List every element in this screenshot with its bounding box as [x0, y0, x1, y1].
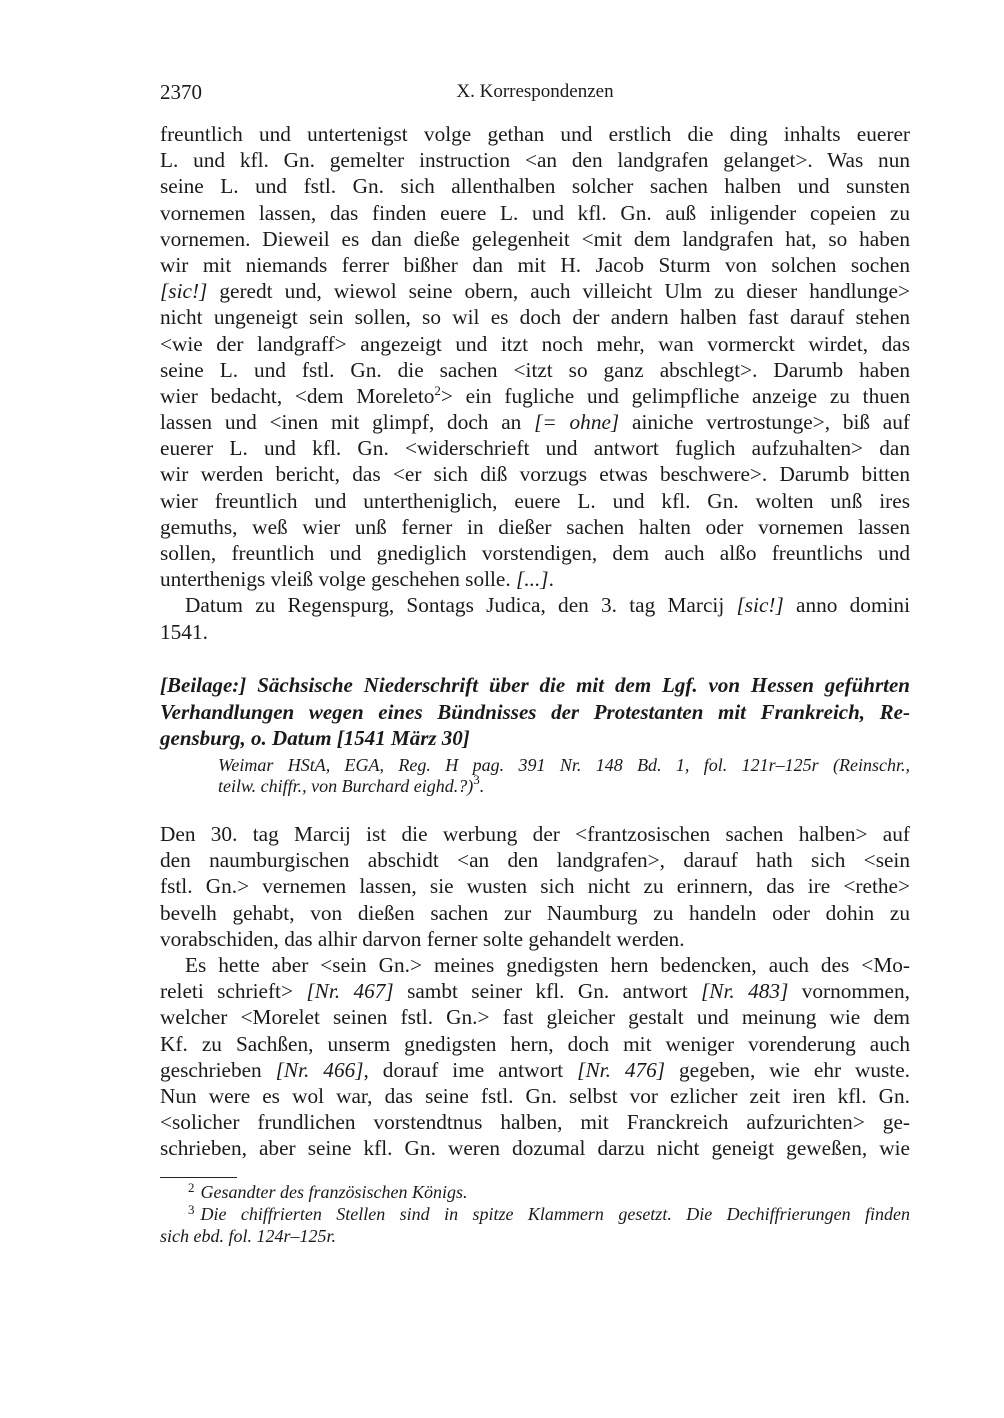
text-line: wir werden bericht, das <er sich diß vorzugs etwas beschwere>. Darumb bitten	[160, 462, 910, 487]
text-line: <wie der landgraff> angezeigt und itzt noch mehr, wan vormerckt wirdet, das	[160, 331, 910, 356]
text-line: seine L. und fstl. Gn. die sachen <itzt so ganz abschlegt>. Darumb haben	[160, 357, 910, 382]
text-line: Es hette aber <sein Gn.> meines gnedigsten hern bedencken, auch des <Mo-	[185, 953, 910, 977]
heading-line: gensburg, o. Datum [1541 März 30]	[160, 726, 470, 750]
footnote-ref-2[interactable]: 2	[434, 382, 441, 398]
source-line: teilw. chiffr., von Burchard eighd.?)$^3$.	[218, 772, 485, 796]
text-line: schrieben, aber seine kfl. Gn. weren dozumal darzu nicht geneigt geweßen, wie	[160, 1136, 910, 1161]
dating-line: Datum zu Regenspurg, Sontags Judica, den 3. tag Marcij [sic!] anno domini	[185, 593, 910, 618]
enclosure-paragraph-2	[160, 952, 910, 1162]
editorial-omission: [...]	[516, 567, 549, 592]
running-header	[160, 80, 910, 106]
cross-reference-nr-483[interactable]: [Nr. 483]	[701, 979, 789, 1004]
source-note	[218, 755, 910, 797]
footnotes	[160, 1181, 910, 1247]
text-line: wir mit niemands ferrer bißher dan mit H. Jacob Sturm von solchen sochen	[160, 252, 910, 277]
editorial-sic: [sic!]	[160, 279, 208, 304]
text-line: bevelh gehabt, von dießen sachen zur Naumburg zu handeln oder dohin zu	[160, 900, 910, 925]
text-line: geschrieben [Nr. 466], dorauf ime antwort [Nr. 476] gegeben, wie ehr wuste.	[160, 1057, 910, 1082]
text-line: gemuths, weß wier unß ferner in dießer sachen halten oder vornemen lassen	[160, 514, 910, 539]
cross-reference-nr-466[interactable]: [Nr. 466]	[275, 1057, 364, 1082]
footnote-divider	[160, 1177, 237, 1178]
footnote-number: 3	[188, 1202, 195, 1217]
text-line: den naumburgischen abschidt <an den landgrafen>, darauf hath sich <sein	[160, 848, 910, 873]
text-line: wier bedacht, <dem Moreleto$^2$> ein fugliche und gelimpfliche anzeige zu thuen	[160, 382, 910, 408]
text-line: wier freuntlich und untertheniglich, euere L. und kfl. Gn. wolten unß ires	[160, 488, 910, 513]
text-line: fstl. Gn.> vernemen lassen, sie wusten sich nicht zu erinnern, das ire <rethe>	[160, 874, 910, 899]
text-line: Nun were es wol war, das seine fstl. Gn. selbst vor ezlicher zeit iren kfl. Gn.	[160, 1083, 910, 1108]
editorial-gloss: [= ohne]	[534, 410, 620, 435]
text-line: [sic!] geredt und, wiewol seine obern, auch villeicht Ulm zu dieser handlunge>	[160, 279, 910, 304]
footnote-3-continuation: sich ebd. fol. 124r–125r.	[160, 1226, 337, 1246]
text-line: L. und kfl. Gn. gemelter instruction <an den landgrafen gelanget>. Was nun	[160, 148, 910, 173]
editorial-sic: [sic!]	[736, 593, 784, 618]
text-line: unterthenigs vleiß volge geschehen solle. [...].	[160, 567, 554, 592]
footnote-ref-3[interactable]: 3	[473, 772, 480, 787]
text-line: sollen, freuntlich und gnediglich vorstendigen, dem auch alßo freuntlichs und	[160, 541, 910, 565]
text-line: <solicher frundlichen vorstendtnus halben, mit Franckreich aufzurichten> ge-	[160, 1110, 910, 1135]
footnote-number: 2	[188, 1180, 195, 1195]
heading-line: Verhandlungen wegen eines Bündnisses der Protestanten mit Frankreich, Re-	[160, 699, 910, 724]
footnote-3: $^3$ Die chiffrierten Stellen sind in spitze Klammern gesetzt. Die Dechiffrierungen finden	[188, 1202, 910, 1224]
footnote-2: $^2$ Gesandter des französischen Königs.	[188, 1180, 468, 1202]
enclosure-paragraph-1	[160, 821, 910, 952]
heading-line: [Beilage:] Sächsische Niederschrift über die mit dem Lgf. von Hessen geführten	[160, 673, 910, 697]
text-line: welcher <Morelet seinen fstl. Gn.> fast gleicher gestalt und meinung wie dem	[160, 1005, 910, 1030]
text-line: euerer L. und kfl. Gn. <widerschrieft und antwort fuglich aufzuhalten> dan	[160, 436, 910, 461]
enclosure-heading	[160, 672, 910, 752]
cross-reference-nr-467[interactable]: [Nr. 467]	[306, 979, 394, 1004]
text-line: seine L. und fstl. Gn. sich allenthalben solcher sachen halben und sunsten	[160, 174, 910, 199]
source-line: Weimar HStA, EGA, Reg. H pag. 391 Nr. 148 Bd. 1, fol. 121r–125r (Reinschr.,	[218, 755, 910, 775]
text-line: freuntlich und untertenigst volge gethan und erstlich die ding inhalts euerer	[160, 122, 910, 146]
text-line: vornemen lassen, das finden euere L. und kfl. Gn. auß inligender copeien zu	[160, 200, 910, 225]
page-number: 2370	[160, 80, 202, 104]
text-line: Den 30. tag Marcij ist die werbung der <frantzosischen sachen halben> auf	[160, 822, 910, 846]
cross-reference-nr-476[interactable]: [Nr. 476]	[577, 1057, 666, 1082]
text-line: vornemen. Dieweil es dan dieße gelegenheit <mit dem landgrafen hat, so haben	[160, 226, 910, 251]
text-line: releti schrieft> [Nr. 467] sambt seiner kfl. Gn. antwort [Nr. 483] vornommen,	[160, 979, 910, 1004]
running-title: X. Korrespondenzen	[456, 81, 614, 102]
letter-continuation	[160, 121, 910, 645]
text-line: Kf. zu Sachßen, unserm gnedigsten hern, doch mit weniger vorenderung auch	[160, 1031, 910, 1056]
text-line: lassen und <inen mit glimpf, doch an [= ohne] ainiche vertrostunge>, biß auf	[160, 410, 910, 435]
text-line: nicht ungeneigt sein sollen, so wil es doch der andern halben fast darauf stehen	[160, 305, 910, 330]
dating-year: 1541.	[160, 619, 208, 644]
text-line: vorabschiden, das alhir darvon ferner solte gehandelt werden.	[160, 926, 685, 951]
